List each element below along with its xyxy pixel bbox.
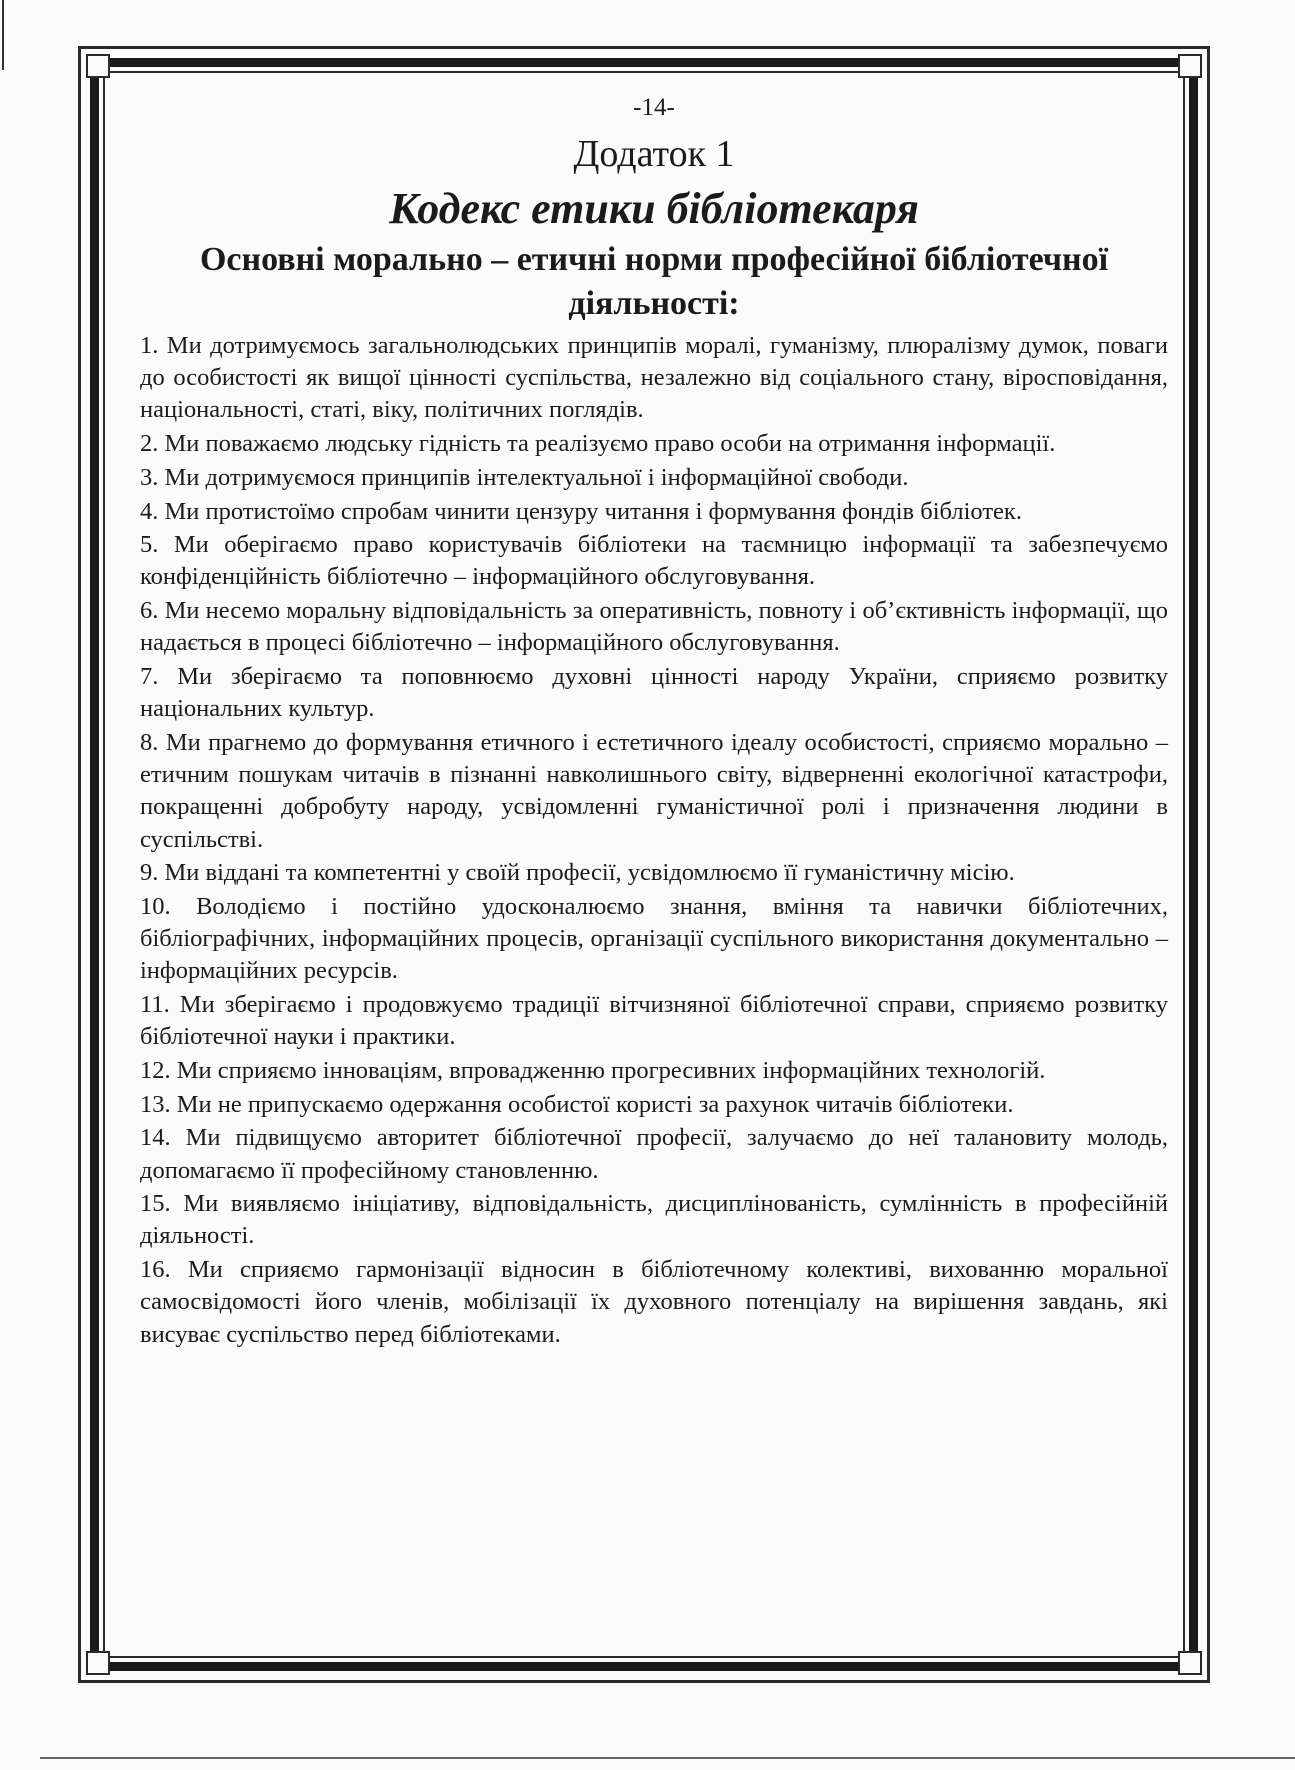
scan-bottom-line [40, 1757, 1295, 1759]
norm-item-14: 14. Ми підвищуємо авторитет бібліотечної професії, залучаємо до неї талановиту молодь, допомагаємо її професійному становленню. [140, 1124, 1168, 1184]
norm-item-3: 3. Ми дотримуємося принципів інтелектуальної і інформаційної свободи. [140, 463, 909, 491]
norm-item-8: 8. Ми прагнемо до формування етичного і естетичного ідеалу особистості, сприяємо морально – етичним пошукам читачів в пізнанні навколишнього світу, відверненні екологічної катастрофи, покращенні добробуту народу, усвідомленні гуманістичної ролі і призначення людини в суспільстві. [140, 728, 1168, 853]
norm-item-5: 5. Ми оберігаємо право користувачів бібліотеки на таємницю інформації та забезпечуємо конфіденційність бібліотечно – інформаційного обслуговування. [140, 531, 1168, 591]
frame-corner-top-left [86, 54, 110, 78]
scan-edge-mark [2, 0, 4, 70]
norm-item-16: 16. Ми сприяємо гармонізації відносин в бібліотечному колективі, вихованню моральної самосвідомості його членів, мобілізації їх духовного потенціалу на вирішення завдань, які висуває суспільство перед бібліотеками. [140, 1256, 1168, 1348]
frame-corner-bottom-right [1178, 1651, 1202, 1675]
norm-item-9: 9. Ми віддані та компетентні у своїй професії, усвідомлюємо її гуманістичну місію. [140, 859, 1015, 887]
norm-item-1: 1. Ми дотримуємось загальнолюдських принципів моралі, гуманізму, плюралізму думок, поваги до особистості як вищої цінності суспільства, незалежно від соціального стану, віросповідання, національності, статі, віку, політичних поглядів. [140, 332, 1168, 424]
norms-list [140, 330, 1168, 1351]
frame-corner-bottom-left [86, 1651, 110, 1675]
norm-item-4: 4. Ми протистоїмо спробам чинити цензуру читання і формування фондів бібліотек. [140, 497, 1022, 525]
norm-item-10: 10. Володіємо і постійно удосконалюємо знання, вміння та навички бібліотечних, бібліографічних, інформаційних процесів, організації суспільного використання документально – інформаційних ресурсів. [140, 892, 1168, 985]
norm-item-2: 2. Ми поважаємо людську гідність та реалізуємо право особи на отримання інформації. [140, 430, 1056, 458]
appendix-title: Додаток 1 [573, 133, 735, 175]
norm-item-12: 12. Ми сприяємо інноваціям, впровадженню прогресивних інформаційних технологій. [140, 1056, 1046, 1084]
document-body [140, 88, 1168, 1352]
frame-corner-top-right [1178, 54, 1202, 78]
norm-item-6: 6. Ми несемо моральну відповідальність за оперативність, повноту і об’єктивність інформації, що надається в процесі бібліотечно – інформаційного обслуговування. [140, 597, 1168, 657]
norm-item-11: 11. Ми зберігаємо і продовжуємо традиції вітчизняної бібліотечної справи, сприяємо розвитку бібліотечної науки і практики. [140, 991, 1168, 1051]
norm-item-13: 13. Ми не припускаємо одержання особистої користі за рахунок читачів бібліотеки. [140, 1090, 1014, 1118]
code-title: Кодекс етики бібліотекаря [389, 184, 919, 233]
norms-heading: Основні морально – етичні норми професійної бібліотечної діяльності: [199, 241, 1109, 322]
norm-item-15: 15. Ми виявляємо ініціативу, відповідальність, дисциплінованість, сумлінність в професійній діяльності. [140, 1190, 1168, 1250]
page-number: -14- [633, 94, 675, 121]
norm-item-7: 7. Ми зберігаємо та поповнюємо духовні цінності народу України, сприяємо розвитку національних культур. [140, 663, 1168, 723]
